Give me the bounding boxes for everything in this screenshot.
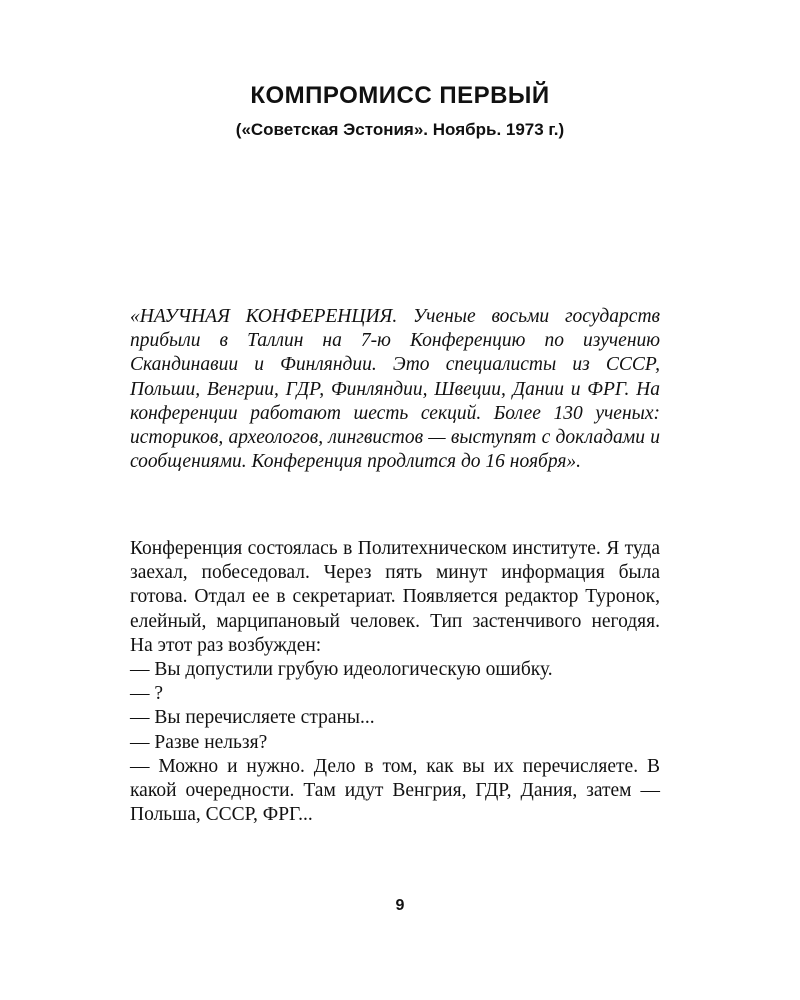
chapter-title: КОМПРОМИСС ПЕРВЫЙ [250,82,550,109]
dialogue-line: — Вы допустили грубую идеологическую ошибку. [130,659,553,681]
dialogue-line: — Можно и нужно. Дело в том, как вы их перечисляете. В какой очередности. Там идут Венгрия, ГДР, Дания, затем — Польша, СССР, ФРГ... [130,755,660,826]
dialogue-line: — ? [130,683,164,705]
narrative-paragraph: Конференция состоялась в Политехническом институте. Я туда заехал, побеседовал. Через пять минут информация была готова. Отдал ее в секретариат. Появляется редактор Туронок, елейный, марципановый человек. Тип застенчивого негодяя. На этот раз возбужден: [130,538,660,656]
chapter-subtitle: («Советская Эстония». Ноябрь. 1973 г.) [235,120,565,139]
dialogue-line: — Разве нельзя? [130,731,268,753]
page-number: 9 [395,897,405,914]
main-text [130,537,660,827]
newspaper-quote: «НАУЧНАЯ КОНФЕРЕНЦИЯ. Ученые восьми государств прибыли в Таллин на 7-ю Конференцию по изучению Скандинавии и Финляндии. Это специалисты из СССР, Польши, Венгрии, ГДР, Финляндии, Швеции, Дании и ФРГ. На конференции работают шесть секций. Более 130 ученых: историков, археологов, лингвистов — выступят с докладами и сообщениями. Конференция продлится до 16 ноября». [130,306,660,473]
dialogue-line: — Вы перечисляете страны... [130,707,375,729]
